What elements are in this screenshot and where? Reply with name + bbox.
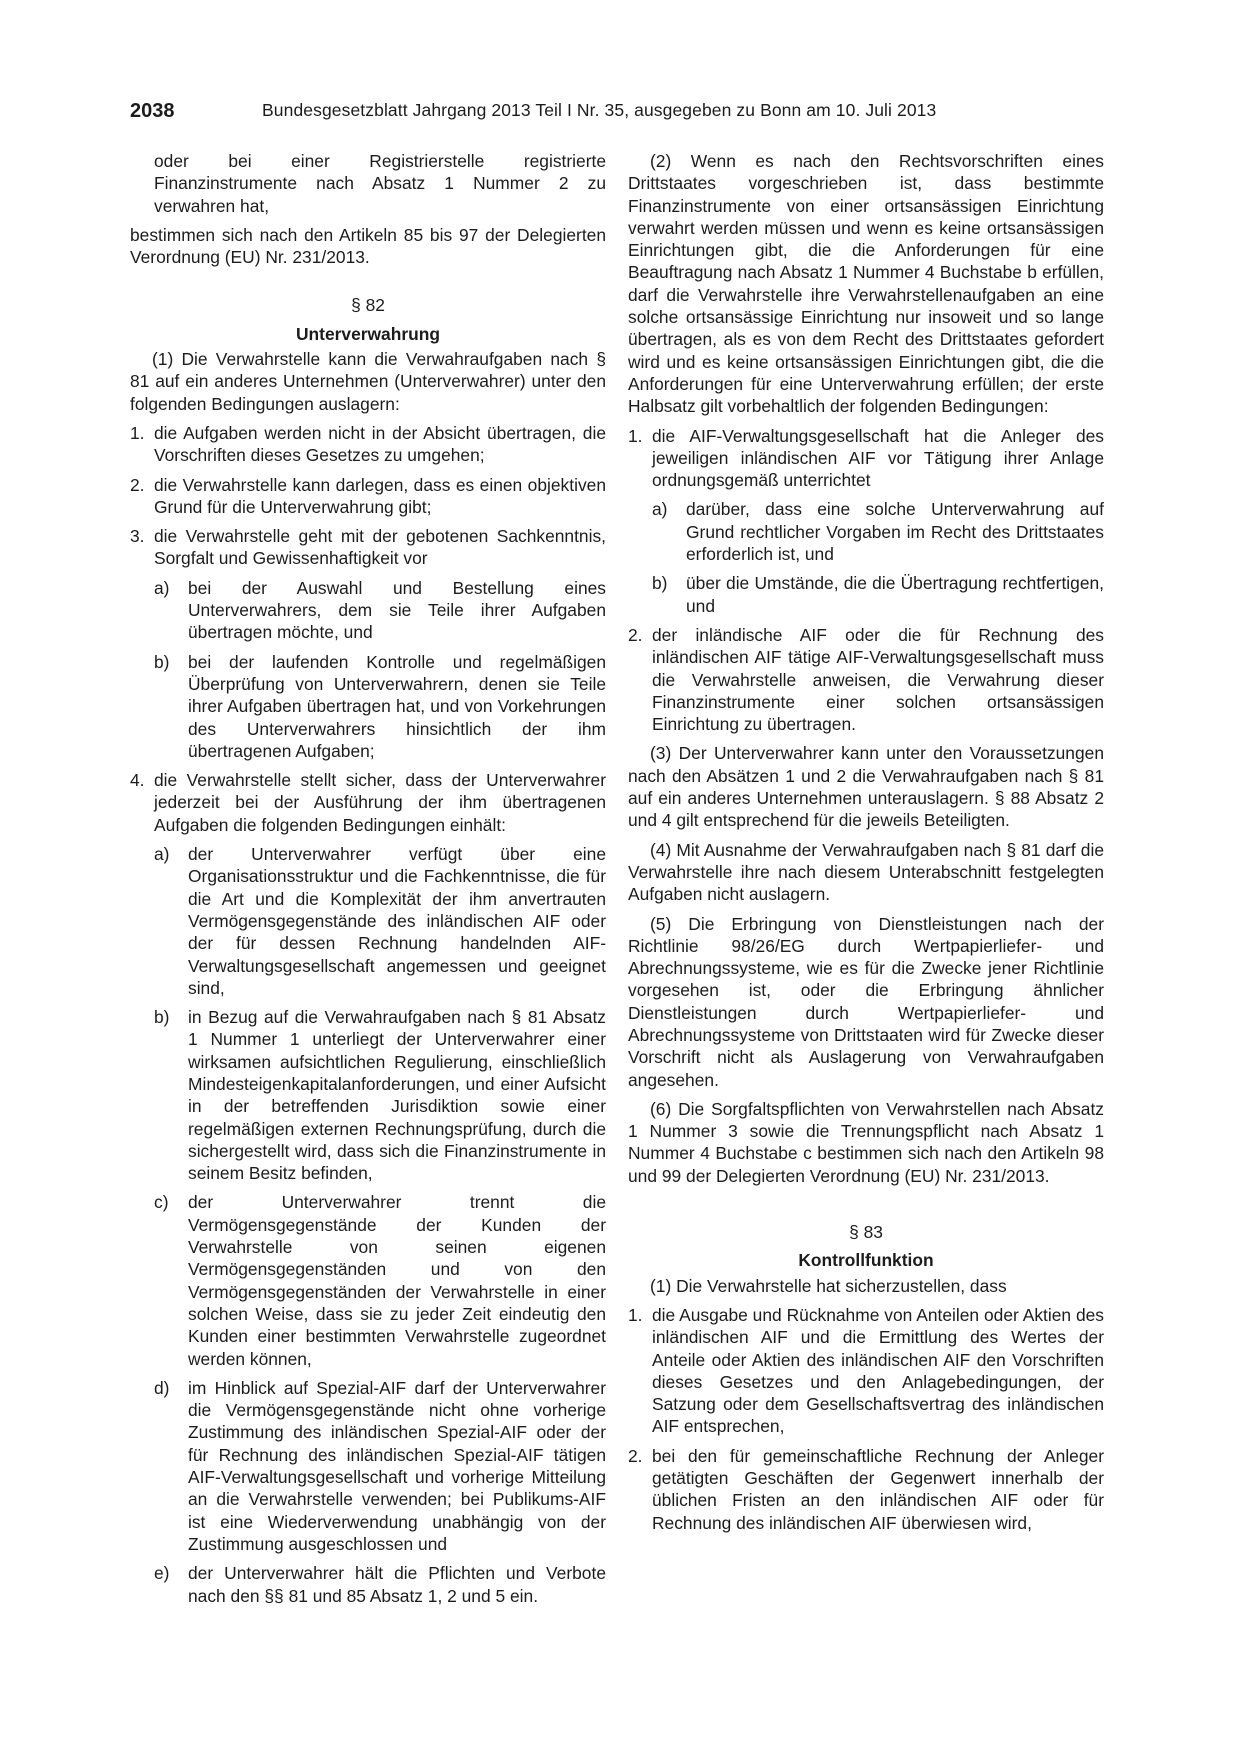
sub-item xyxy=(130,1006,606,1184)
list-item-text: die Verwahrstelle geht mit der gebotenen Sachkenntnis, Sorgfalt und Gewissenhaftigkeit vor xyxy=(154,526,606,569)
sub-item-text: bei der Auswahl und Bestellung eines Unterverwahrers, dem sie Teile ihrer Aufgaben übertragen möchte, und xyxy=(188,577,606,643)
list-item xyxy=(628,1445,1104,1534)
list-item xyxy=(628,624,1104,735)
section-82-paragraph-4: (4) Mit Ausnahme der Verwahraufgaben nach § 81 darf die Verwahrstelle ihre nach diesem Unterabschnitt festgelegten Aufgaben nicht auslagern. xyxy=(628,839,1104,905)
section-83-number: § 83 xyxy=(849,1222,883,1243)
sub-item-letter: a) xyxy=(652,499,668,520)
left-column xyxy=(130,150,606,1607)
list-item xyxy=(130,474,606,519)
page-number: 2038 xyxy=(130,100,175,122)
list-item-text: die Verwahrstelle kann darlegen, dass es einen objektiven Grund für die Unterverwahrung gibt; xyxy=(154,474,606,517)
sub-item xyxy=(130,1562,606,1607)
list-item-text: die Ausgabe und Rücknahme von Anteilen oder Aktien des inländischen AIF und die Ermittlung des Wertes der Anteile oder Aktien des inländischen AIF den Vorschriften dieses Gesetzes und den Anlagebedingungen, der Satzung oder dem Gesellschaftsvertrag des inländischen AIF entsprechen, xyxy=(652,1304,1104,1437)
sub-item-text: über die Umstände, die die Übertragung rechtfertigen, und xyxy=(686,573,1104,616)
list-item-number: 1. xyxy=(130,422,145,443)
list-item-text: die AIF-Verwaltungsgesellschaft hat die Anleger des jeweiligen inländischen AIF vor Tätigung ihrer Anlage ordnungsgemäß unterrichtet xyxy=(652,425,1104,491)
list-item-number: 1. xyxy=(628,1304,643,1325)
journal-line: Bundesgesetzblatt Jahrgang 2013 Teil I Nr. 35, ausgegeben zu Bonn am 10. Juli 2013 xyxy=(262,100,937,120)
sub-item-letter: a) xyxy=(154,577,170,598)
sub-item xyxy=(130,1377,606,1555)
sub-item xyxy=(130,577,606,644)
sub-item-text: der Unterverwahrer trennt die Vermögensgegenstände der Kunden der Verwahrstelle von seinen eigenen Vermögensgegenständen und von den Vermögensgegenständen der Verwahrstelle in einer solchen Weise, dass sie zu jeder Zeit eindeutig den Kunden einer bestimmten Verwahrstelle zugeordnet werden können, xyxy=(188,1192,606,1369)
section-83-paragraph-1: (1) Die Verwahrstelle hat sicherzustellen, dass xyxy=(650,1275,1007,1296)
list-item-number: 3. xyxy=(130,526,145,547)
section-82-number: § 82 xyxy=(351,295,385,316)
sub-item-letter: b) xyxy=(154,651,170,672)
list-item-text: bei den für gemeinschaftliche Rechnung der Anleger getätigten Geschäften der Gegenwert innerhalb der üblichen Fristen an den inländischen AIF oder für Rechnung des inländischen AIF überwiesen wird, xyxy=(652,1445,1104,1533)
list-item xyxy=(130,525,606,570)
sub-item-letter: d) xyxy=(154,1377,170,1398)
sub-item-text: im Hinblick auf Spezial-AIF darf der Unterverwahrer die Vermögensgegenstände nicht ohne vorherige Zustimmung des inländischen Spezial-AIF oder der für Rechnung des inländischen Spezial-AIF tätigen AIF-Verwaltungsgesellschaft und vorherige Mitteilung an die Verwahrstelle verwenden; bei Publikums-AIF ist eine Wiederverwendung unabhängig von der Zustimmung ausgeschlossen und xyxy=(188,1377,606,1554)
section-82-paragraph-3: (3) Der Unterverwahrer kann unter den Voraussetzungen nach den Absätzen 1 und 2 die Verwahraufgaben nach § 81 auf ein anderes Unternehmen unterauslagern. § 88 Absatz 2 und 4 gilt entsprechend für die jeweils Beteiligten. xyxy=(628,743,1104,831)
right-column xyxy=(628,150,1104,1534)
list-item-number: 2. xyxy=(628,1445,643,1466)
sub-item-text: der Unterverwahrer verfügt über eine Organisationsstruktur und die Fachkenntnisse, die für die Art und die Komplexität der ihm anvertrauten Vermögensgegenstände des inländischen AIF oder der für dessen Rechnung handelnden AIF-Verwaltungsgesellschaft angemessen und geeignet sind, xyxy=(188,844,606,998)
section-83-title: Kontrollfunktion xyxy=(798,1250,934,1271)
sub-item xyxy=(628,498,1104,565)
sub-item-letter: b) xyxy=(652,573,668,594)
sub-item-letter: e) xyxy=(154,1563,170,1584)
list-item xyxy=(130,769,606,836)
list-item xyxy=(628,425,1104,492)
list-item-text: die Aufgaben werden nicht in der Absicht übertragen, die Vorschriften dieses Gesetzes zu umgehen; xyxy=(154,422,606,466)
list-item-number: 1. xyxy=(628,425,643,446)
list-item-number: 4. xyxy=(130,770,145,791)
sub-item-text: der Unterverwahrer hält die Pflichten und Verbote nach den §§ 81 und 85 Absatz 1, 2 und 5 ein. xyxy=(188,1563,606,1606)
sub-item xyxy=(130,651,606,762)
intro-end: bestimmen sich nach den Artikeln 85 bis 97 der Delegierten Verordnung (EU) Nr. 231/2013. xyxy=(130,224,606,268)
section-82-title: Unterverwahrung xyxy=(296,323,440,344)
list-item xyxy=(130,422,606,467)
list-item-number: 2. xyxy=(628,624,643,645)
sub-item-letter: b) xyxy=(154,1007,170,1028)
section-82-paragraph-1: (1) Die Verwahrstelle kann die Verwahraufgaben nach § 81 auf ein anderes Unternehmen (Unterverwahrer) unter den folgenden Bedingungen auslagern: xyxy=(130,349,606,414)
list-item-number: 2. xyxy=(130,474,145,495)
sub-item xyxy=(130,843,606,999)
page-header xyxy=(130,100,1110,128)
sub-item xyxy=(628,572,1104,617)
list-item xyxy=(628,1304,1104,1438)
list-item-text: die Verwahrstelle stellt sicher, dass der Unterverwahrer jederzeit bei der Ausführung der ihm übertragenen Aufgaben die folgenden Bedingungen einhält: xyxy=(154,770,606,835)
section-82-paragraph-6: (6) Die Sorgfaltspflichten von Verwahrstellen nach Absatz 1 Nummer 3 sowie die Trennungspflicht nach Absatz 1 Nummer 4 Buchstabe c bestimmen sich nach den Artikeln 98 und 99 der Delegierten Verordnung (EU) Nr. 231/2013. xyxy=(628,1098,1104,1186)
sub-item xyxy=(130,1191,606,1369)
sub-item-text: bei der laufenden Kontrolle und regelmäßigen Überprüfung von Unterverwahrern, denen sie Teile ihrer Aufgaben übertragen hat, und von Vorkehrungen des Unterverwahrers hinsichtlich der ihm übertragenen Aufgaben; xyxy=(188,651,606,761)
intro-continuation: oder bei einer Registrierstelle registrierte Finanzinstrumente nach Absatz 1 Nummer 2 zu verwahren hat, xyxy=(154,151,606,216)
section-82-paragraph-2: (2) Wenn es nach den Rechtsvorschriften eines Drittstaates vorgeschrieben ist, dass bestimmte Finanzinstrumente von einer ortsansässigen Einrichtung verwahrt werden müssen und wenn es keine ortsansässigen Einrichtungen gibt, die die Anforderungen für eine Beauftragung nach Absatz 1 Nummer 4 Buchstabe b erfüllen, darf die Verwahrstelle ihre Verwahrstellenaufgaben an eine solche ortsansässige Einrichtung nur insoweit und so lange übertragen, als es von dem Recht des Drittstaates gefordert wird und es keine ortsansässigen Einrichtungen gibt, die die Anforderungen für eine Unterverwahrung erfüllen; der erste Halbsatz gilt vorbehaltlich der folgenden Bedingungen: xyxy=(628,151,1104,417)
section-82-paragraph-5: (5) Die Erbringung von Dienstleistungen nach der Richtlinie 98/26/EG durch Wertpapierliefer- und Abrechnungssysteme, wie es für die Zwecke jener Richtlinie vorgesehen ist, oder die Erbringung ähnlicher Dienstleistungen durch Wertpapierliefer- und Abrechnungssysteme von Drittstaaten wird für Zwecke dieser Vorschrift nicht als Auslagerung von Verwahraufgaben angesehen. xyxy=(628,913,1104,1090)
list-item-text: der inländische AIF oder die für Rechnung des inländischen AIF tätige AIF-Verwaltungsgesellschaft muss die Verwahrstelle anweisen, die Verwahrung dieser Finanzinstrumente einer solchen ortsansässigen Einrichtung zu übertragen. xyxy=(652,624,1104,735)
sub-item-text: darüber, dass eine solche Unterverwahrung auf Grund rechtlicher Vorgaben im Recht des Drittstaates erforderlich ist, und xyxy=(686,499,1104,565)
sub-item-text: in Bezug auf die Verwahraufgaben nach § 81 Absatz 1 Nummer 1 unterliegt der Unterverwahrer einer wirksamen aufsichtlichen Regulierung, einschließlich Mindesteigenkapitalanforderungen, und einer Aufsicht in der betreffenden Jurisdiktion sowie einer regelmäßigen externen Rechnungsprüfung, durch die sichergestellt wird, dass sich die Finanzinstrumente in seinem Besitz befinden, xyxy=(188,1007,606,1184)
sub-item-letter: c) xyxy=(154,1192,169,1213)
sub-item-letter: a) xyxy=(154,844,170,865)
